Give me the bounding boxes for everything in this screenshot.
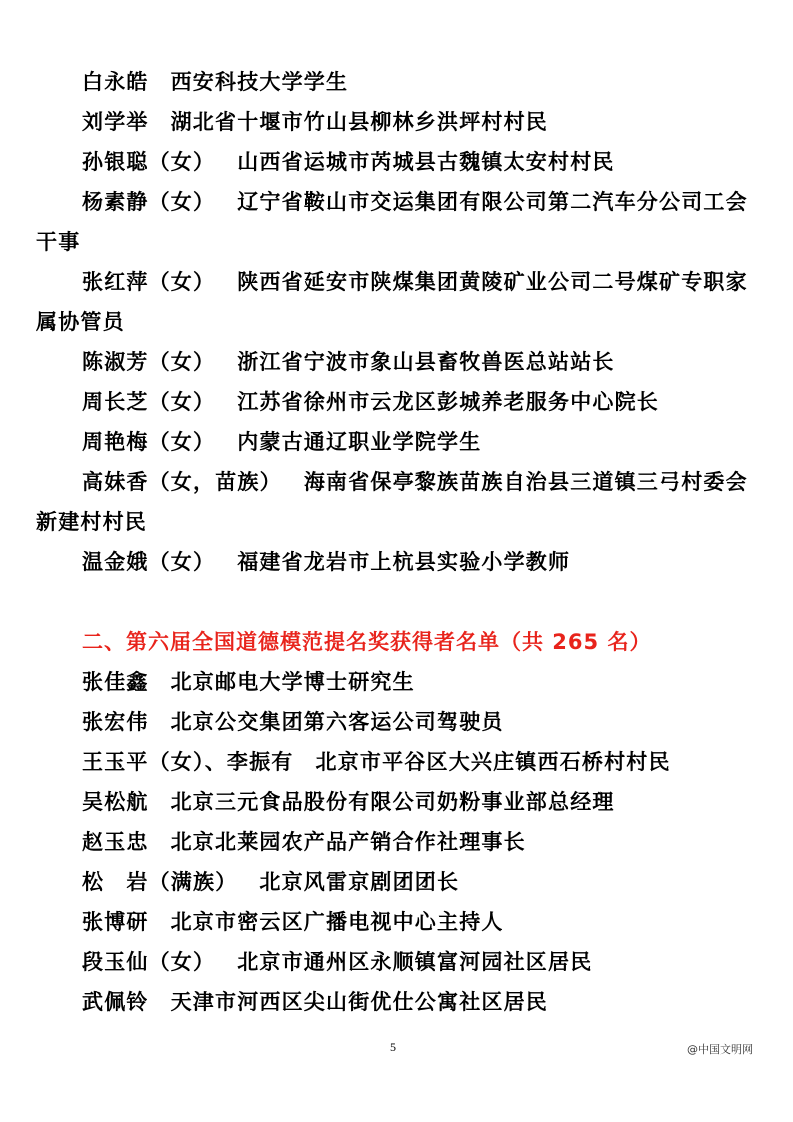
entry-desc: 北京公交集团第六客运公司驾驶员 xyxy=(170,710,504,734)
list-item xyxy=(36,422,766,462)
entry-desc: 海南省保亭黎族苗族自治县三道镇三弓村委会新建村村民 xyxy=(36,470,748,534)
entry-name: 张博研 xyxy=(82,910,149,934)
entry-name: 周艳梅（女） xyxy=(82,430,216,454)
entry-name: 赵玉忠 xyxy=(82,830,149,854)
entry-desc: 西安科技大学学生 xyxy=(170,70,349,94)
list-item xyxy=(36,862,766,902)
list-item xyxy=(36,102,766,142)
entry-desc: 辽宁省鞍山市交运集团有限公司第二汽车分公司工会干事 xyxy=(36,190,748,254)
entry-desc: 福建省龙岩市上杭县实验小学教师 xyxy=(237,550,571,574)
entry-desc: 北京市密云区广播电视中心主持人 xyxy=(170,910,504,934)
list-item xyxy=(36,62,766,102)
list-item xyxy=(36,342,766,382)
entry-desc: 江苏省徐州市云龙区彭城养老服务中心院长 xyxy=(237,390,660,414)
entry-desc: 湖北省十堰市竹山县柳林乡洪坪村村民 xyxy=(170,110,549,134)
entry-name: 高妹香（女，苗族） xyxy=(82,470,282,494)
entry-desc: 北京北莱园农产品产销合作社理事长 xyxy=(170,830,526,854)
entry-desc: 浙江省宁波市象山县畜牧兽医总站站长 xyxy=(237,350,615,374)
entry-desc: 北京市平谷区大兴庄镇西石桥村村民 xyxy=(315,750,671,774)
entry-name: 王玉平（女）、李振有 xyxy=(82,750,294,774)
list-item xyxy=(36,182,766,262)
entry-name: 周长芝（女） xyxy=(82,390,216,414)
list-item xyxy=(36,542,766,582)
entry-name: 孙银聪（女） xyxy=(82,150,216,174)
entry-name: 白永皓 xyxy=(82,70,149,94)
section-heading: 二、第六届全国道德模范提名奖获得者名单（共 265 名） xyxy=(82,630,652,654)
list-item xyxy=(36,942,766,982)
entry-name: 陈淑芳（女） xyxy=(82,350,216,374)
list-item xyxy=(36,822,766,862)
list-item xyxy=(36,782,766,822)
list-item xyxy=(36,382,766,422)
list-item xyxy=(36,262,766,342)
entry-name: 温金娥（女） xyxy=(82,550,216,574)
entry-name: 杨素静（女） xyxy=(82,190,216,214)
entry-name: 刘学举 xyxy=(82,110,149,134)
list-item xyxy=(36,702,766,742)
entry-desc: 山西省运城市芮城县古魏镇太安村村民 xyxy=(237,150,615,174)
entry-desc: 内蒙古通辽职业学院学生 xyxy=(237,430,482,454)
list-item xyxy=(36,902,766,942)
entry-desc: 北京市通州区永顺镇富河园社区居民 xyxy=(237,950,593,974)
entry-name: 武佩铃 xyxy=(82,990,149,1014)
entry-name: 张红萍（女） xyxy=(82,270,216,294)
list-item xyxy=(36,142,766,182)
entry-desc: 陕西省延安市陕煤集团黄陵矿业公司二号煤矿专职家属协管员 xyxy=(36,270,748,334)
entry-desc: 北京邮电大学博士研究生 xyxy=(170,670,415,694)
entry-name: 松 岩（满族） xyxy=(82,870,238,894)
list-item xyxy=(36,742,766,782)
entry-desc: 天津市河西区尖山街优仕公寓社区居民 xyxy=(170,990,549,1014)
entry-name: 段玉仙（女） xyxy=(82,950,216,974)
page-number: 5 xyxy=(390,1040,396,1054)
entry-name: 吴松航 xyxy=(82,790,149,814)
watermark: @中国文明网 xyxy=(687,1043,753,1056)
entry-name: 张佳鑫 xyxy=(82,670,149,694)
entry-name: 张宏伟 xyxy=(82,710,149,734)
list-item xyxy=(36,462,766,542)
entry-desc: 北京风雷京剧团团长 xyxy=(259,870,460,894)
list-item xyxy=(36,662,766,702)
entry-desc: 北京三元食品股份有限公司奶粉事业部总经理 xyxy=(170,790,615,814)
list-item xyxy=(36,982,766,1022)
